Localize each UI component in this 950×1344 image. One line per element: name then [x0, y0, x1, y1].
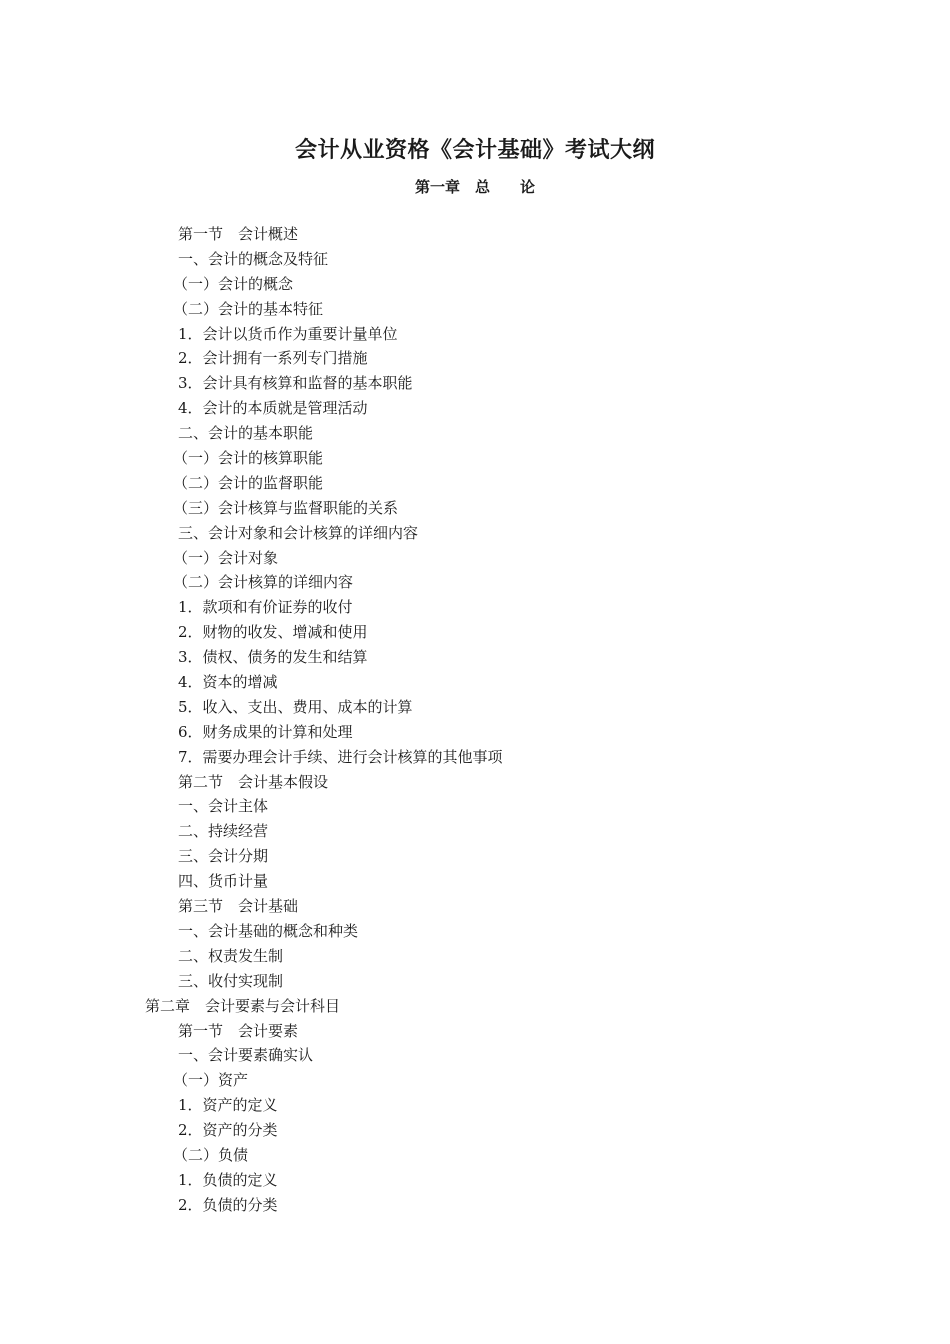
chapter-heading: 第一章 总 论 [414, 178, 535, 196]
outline-line-paren: （一）会计的概念 [173, 274, 294, 293]
outline-line-item: 1．负债的定义 [178, 1170, 278, 1189]
outline-line-item: 3．债权、债务的发生和结算 [178, 648, 368, 667]
outline-line-paren: （二）负债 [173, 1145, 249, 1164]
outline-line-item: 2．资产的分类 [178, 1121, 278, 1140]
outline-line-paren: （二）会计的基本特征 [173, 299, 324, 318]
outline-line-item: 二、权责发生制 [178, 946, 284, 965]
outline-line-paren: （一）会计的核算职能 [173, 449, 324, 468]
outline-line-item: 二、持续经营 [178, 822, 269, 841]
outline-line-item: 2．会计拥有一系列专门措施 [178, 349, 368, 368]
outline-list [0, 222, 950, 1218]
outline-line-item: 三、收付实现制 [178, 971, 284, 990]
outline-line-item: 1．款项和有价证券的收付 [178, 598, 353, 617]
outline-line-item: 三、会计对象和会计核算的详细内容 [178, 523, 419, 542]
outline-line-paren: （一）资产 [173, 1071, 249, 1090]
outline-line-item: 一、会计主体 [178, 797, 269, 816]
outline-line-section: 第一节 会计概述 [178, 225, 299, 243]
outline-line-item: 4．资本的增减 [178, 673, 278, 692]
outline-line-paren: （二）会计核算的详细内容 [173, 573, 354, 592]
outline-line-item: 二、会计的基本职能 [178, 424, 314, 443]
outline-line-section: 第二节 会计基本假设 [178, 772, 329, 791]
outline-line-item: 1．资产的定义 [178, 1096, 278, 1115]
outline-line-item: 四、货币计量 [178, 872, 269, 891]
outline-line-item: 6．财务成果的计算和处理 [178, 722, 353, 741]
outline-line-item: 1．会计以货币作为重要计量单位 [178, 324, 398, 343]
outline-line-item: 三、会计分期 [178, 847, 269, 866]
outline-line-item: 7．需要办理会计手续、进行会计核算的其他事项 [178, 747, 503, 766]
outline-line-item: 一、会计要素确实认 [178, 1046, 314, 1065]
outline-line-chapter: 第二章 会计要素与会计科目 [145, 996, 341, 1015]
outline-line-paren: （二）会计的监督职能 [173, 473, 324, 492]
outline-line-paren: （三）会计核算与监督职能的关系 [173, 498, 399, 517]
outline-line-item: 4．会计的本质就是管理活动 [178, 399, 368, 418]
outline-line-item: 3．会计具有核算和监督的基本职能 [178, 374, 413, 393]
document-title: 会计从业资格《会计基础》考试大纲 [294, 138, 655, 163]
outline-line-section: 第三节 会计基础 [178, 897, 299, 916]
outline-line-item: 一、会计的概念及特征 [178, 249, 329, 268]
outline-line-item: 2．财物的收发、增减和使用 [178, 623, 368, 642]
outline-line-section: 第一节 会计要素 [178, 1021, 299, 1040]
outline-line-item: 2．负债的分类 [178, 1195, 278, 1214]
outline-line-item: 一、会计基础的概念和种类 [178, 921, 359, 940]
outline-line-item: 5．收入、支出、费用、成本的计算 [178, 697, 413, 716]
outline-line-paren: （一）会计对象 [173, 548, 279, 567]
